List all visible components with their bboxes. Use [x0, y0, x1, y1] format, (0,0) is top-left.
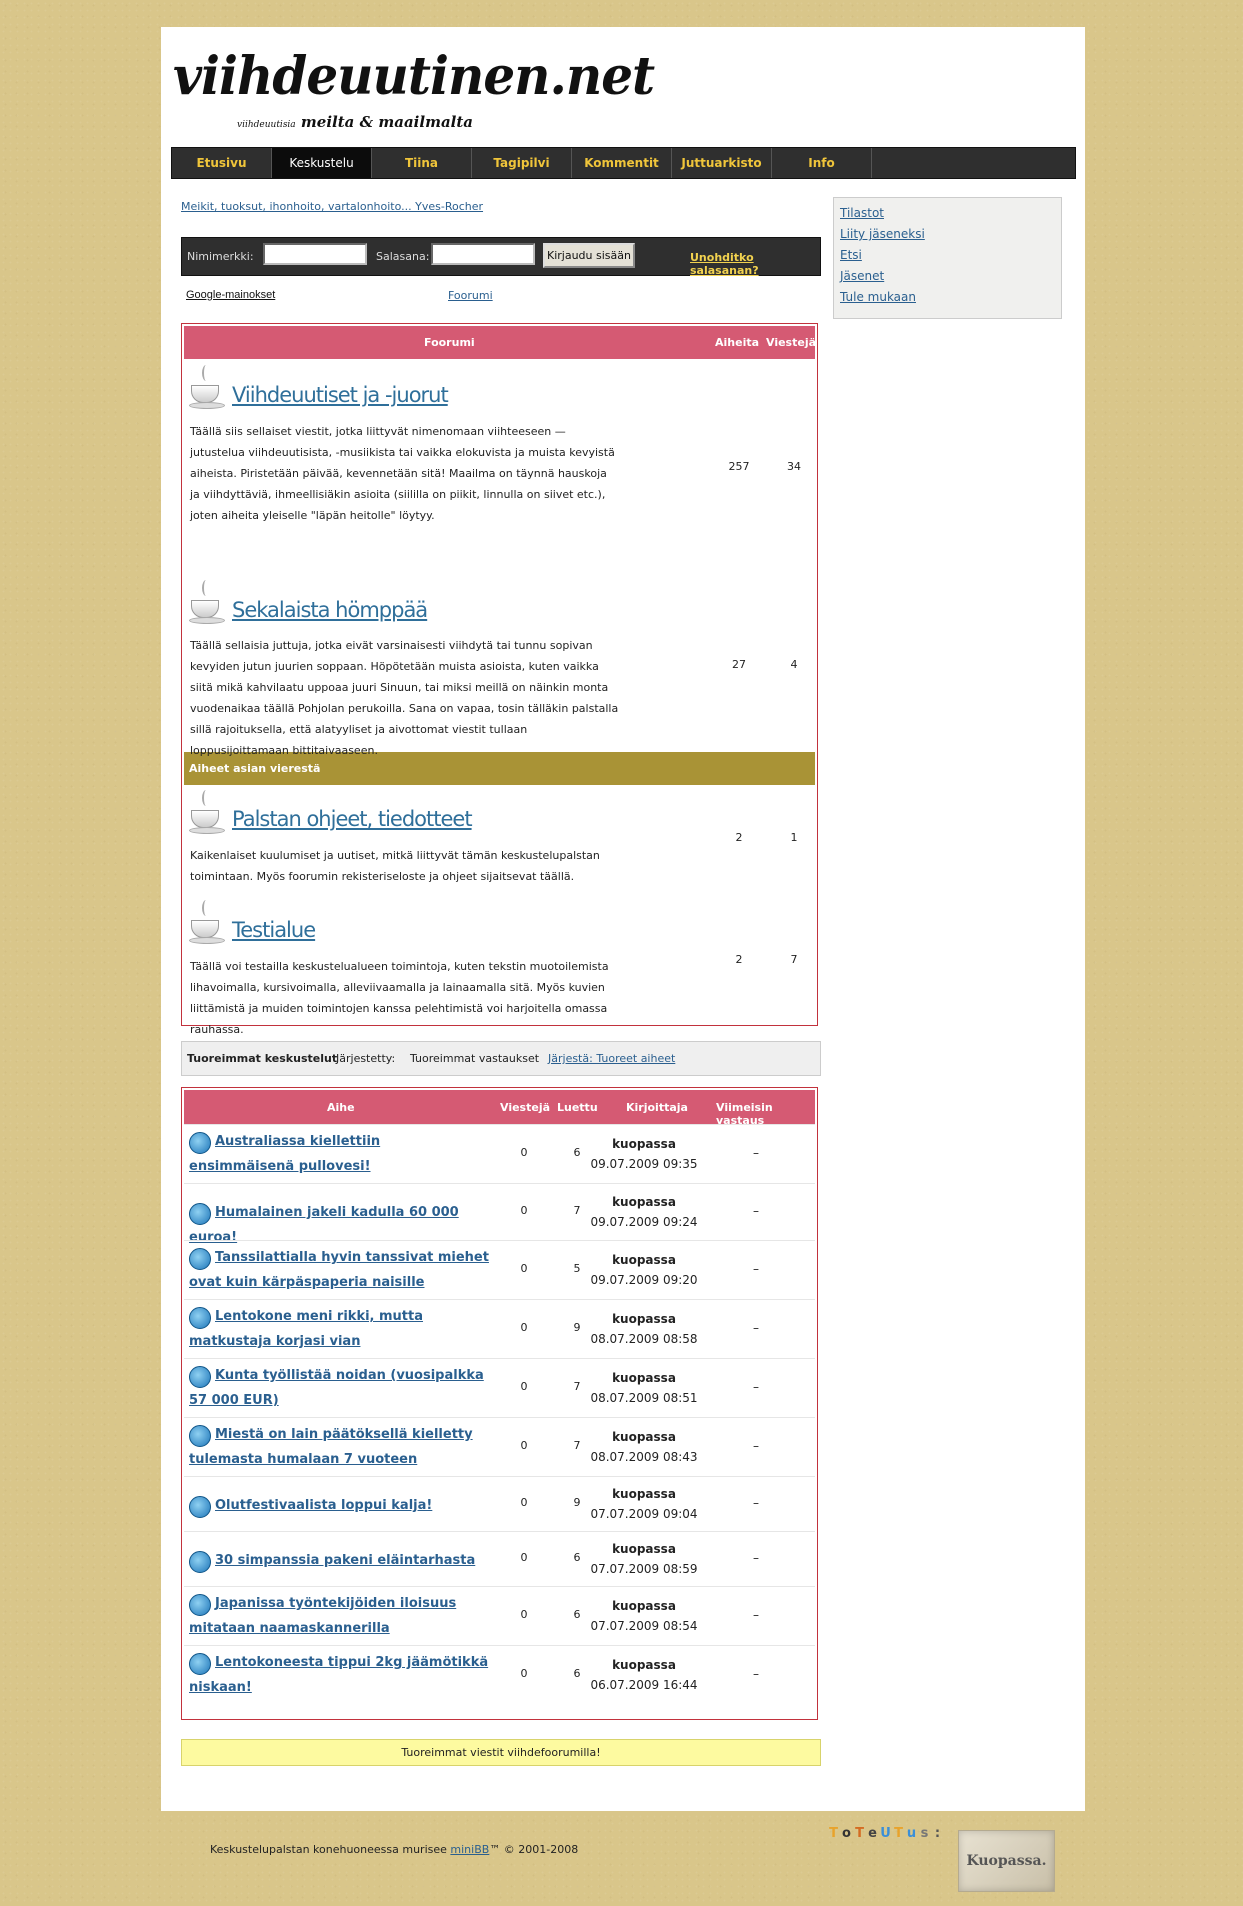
topic-read-count: 6: [573, 1551, 581, 1564]
badge-letter: U: [880, 1826, 892, 1841]
foorumi-breadcrumb-link[interactable]: Foorumi: [448, 289, 493, 302]
topic-author: [589, 1368, 699, 1408]
topic-list-header: [184, 1090, 815, 1127]
topic-read-count: 9: [573, 1321, 581, 1334]
logo-title: viihdeuutinen.net: [173, 44, 655, 107]
topic-author-name[interactable]: kuopassa: [612, 1487, 676, 1501]
topic-last-reply: –: [753, 1321, 759, 1335]
forum-row: [184, 785, 815, 896]
forum-row: [184, 578, 815, 757]
topic-author: [589, 1484, 699, 1524]
topic-date: 09.07.2009 09:35: [590, 1157, 698, 1171]
header-topics: Aiheita: [715, 336, 760, 349]
latest-posts-banner[interactable]: Tuoreimmat viestit viihdefoorumilla!: [181, 1739, 821, 1766]
topic-date: 07.07.2009 08:59: [590, 1562, 698, 1576]
nav-info[interactable]: Info: [772, 148, 872, 178]
topic-author-name[interactable]: kuopassa: [612, 1430, 676, 1444]
header-posts: Viestejä: [500, 1101, 551, 1114]
nickname-input[interactable]: [263, 243, 367, 265]
site-logo[interactable]: [173, 35, 655, 147]
topic-author-name[interactable]: kuopassa: [612, 1195, 676, 1209]
forum-list-header: [184, 326, 815, 359]
forum-post-count: 34: [787, 460, 801, 473]
topic-author-name[interactable]: kuopassa: [612, 1658, 676, 1672]
topic-list: [181, 1087, 818, 1720]
topic-row: [184, 1240, 815, 1299]
coffee-cup-icon: [189, 580, 225, 624]
login-bar: [181, 237, 821, 276]
topic-last-reply: –: [753, 1608, 759, 1622]
topic-post-count: 0: [520, 1608, 528, 1621]
sidebar-item-tule-mukaan[interactable]: Tule mukaan: [840, 290, 916, 304]
minibb-link[interactable]: miniBB: [450, 1843, 490, 1856]
topic-last-reply: –: [753, 1667, 759, 1681]
forum-title-link[interactable]: Testialue: [232, 918, 316, 942]
forum-description: Täällä voi testailla keskustelualueen toimintoja, kuten tekstin muotoilemista lihavoimalla, kursivoimalla, alleviivaamalla ja lainaamalla sitä. Myös kuvien liittämistä ja muiden toimintojen kanssa pelehtimistä voi harjoitella omassa rauhassa.: [190, 960, 609, 1036]
topic-read-count: 5: [573, 1262, 581, 1275]
topic-last-reply: –: [753, 1204, 759, 1218]
forum-post-count: 4: [790, 658, 798, 671]
header-posts: Viestejä: [766, 336, 817, 349]
topic-author-name[interactable]: kuopassa: [612, 1137, 676, 1151]
password-label: Salasana:: [376, 250, 430, 263]
forum-row: [184, 359, 815, 578]
main-nav: [171, 147, 1076, 179]
coffee-cup-icon: [189, 790, 225, 834]
topic-author-name[interactable]: kuopassa: [612, 1253, 676, 1267]
footer-copyright: ™ © 2001-2008: [489, 1843, 579, 1856]
forum-list: [181, 323, 818, 1036]
sidebar-item-jasenet[interactable]: Jäsenet: [840, 269, 885, 283]
topic-last-reply: –: [753, 1262, 759, 1276]
sidebar-item-etsi[interactable]: Etsi: [840, 248, 862, 262]
kuopassa-stamp-logo[interactable]: Kuopassa.: [958, 1830, 1055, 1892]
topic-author: [589, 1427, 699, 1467]
topic-post-count: 0: [520, 1667, 528, 1680]
badge-letter: T: [894, 1826, 904, 1841]
topic-row: [184, 1124, 815, 1183]
badge-letter: s: [920, 1826, 930, 1841]
header-author: Kirjoittaja: [626, 1101, 688, 1114]
topic-title-link[interactable]: 30 simpanssia pakeni eläintarhasta: [215, 1553, 476, 1568]
topic-date: 08.07.2009 08:43: [590, 1450, 698, 1464]
topic-author-name[interactable]: kuopassa: [612, 1371, 676, 1385]
sort-bar-title: Tuoreimmat keskustelut: [187, 1052, 338, 1065]
login-button[interactable]: Kirjaudu sisään: [543, 243, 635, 268]
topic-title-link[interactable]: Lentokone meni rikki, mutta matkustaja korjasi vian: [189, 1309, 424, 1349]
topic-title-link[interactable]: Kunta työllistää noidan (vuosipalkka 57 000 EUR): [189, 1368, 484, 1408]
topic-author-name[interactable]: kuopassa: [612, 1599, 676, 1613]
topic-read-count: 7: [573, 1439, 581, 1452]
topic-author: [589, 1134, 699, 1174]
topic-post-count: 0: [520, 1551, 528, 1564]
nav-tagipilvi[interactable]: Tagipilvi: [472, 148, 572, 178]
topic-read-count: 7: [573, 1204, 581, 1217]
topic-title-link[interactable]: Japanissa työntekijöiden iloisuus mitataan naamaskannerilla: [189, 1596, 457, 1636]
forum-topic-count: 2: [735, 953, 743, 966]
topic-title-link[interactable]: Lentokoneesta tippui 2kg jäämötikkä niskaan!: [189, 1655, 489, 1695]
nav-etusivu[interactable]: Etusivu: [172, 148, 272, 178]
topic-last-reply: –: [753, 1496, 759, 1510]
footer: [210, 1843, 578, 1856]
badge-letter: T: [829, 1826, 839, 1841]
topic-post-count: 0: [520, 1496, 528, 1509]
topic-author: [589, 1250, 699, 1290]
sidebar-item-tilastot[interactable]: Tilastot: [840, 206, 884, 220]
sort-by-new-topics-link[interactable]: Järjestä: Tuoreet aiheet: [548, 1052, 676, 1065]
forgot-password-link[interactable]: Unohditko salasanan?: [690, 251, 759, 277]
topic-author: [589, 1192, 699, 1232]
forum-section-header: Aiheet asian vierestä: [184, 752, 815, 785]
toteutus-badge: [828, 1826, 945, 1841]
footer-text: Keskustelupalstan konehuoneessa murisee: [210, 1843, 447, 1856]
topic-title-link[interactable]: Miestä on lain päätöksellä kielletty tulemasta humalaan 7 vuoteen: [189, 1427, 473, 1467]
topic-title-link[interactable]: Australiassa kiellettiin ensimmäisenä pullovesi!: [189, 1134, 381, 1174]
topic-row: [184, 1183, 815, 1245]
topic-last-reply: –: [753, 1551, 759, 1565]
logo-tagline-small: viihdeuutisia: [237, 120, 296, 130]
google-ads-label[interactable]: Google-mainokset: [186, 289, 276, 301]
sort-bar-sorted-label: Järjestetty:: [336, 1052, 396, 1065]
forum-topic-count: 257: [728, 460, 750, 473]
sort-bar-current: Tuoreimmat vastaukset: [410, 1052, 540, 1065]
topic-author-name[interactable]: kuopassa: [612, 1312, 676, 1326]
topic-title-link[interactable]: Olutfestivaalista loppui kalja!: [215, 1498, 433, 1513]
topic-last-reply: –: [753, 1146, 759, 1160]
topic-read-count: 9: [573, 1496, 581, 1509]
forum-description: Kaikenlaiset kuulumiset ja uutiset, mitkä liittyvät tämän keskustelupalstan toimintaan. Myös foorumin rekisteriseloste ja ohjeet sijaitsevat täällä.: [190, 849, 600, 883]
badge-letter: T: [855, 1826, 865, 1841]
nav-kommentit[interactable]: Kommentit: [572, 148, 672, 178]
topic-row: [184, 1417, 815, 1476]
sidebar: [833, 197, 1062, 319]
topic-title-link[interactable]: Tanssilattialla hyvin tanssivat miehet ovat kuin kärpäspaperia naisille: [189, 1250, 489, 1290]
topic-row: [184, 1645, 815, 1704]
logo-tagline-main: meilta & maailmalta: [300, 113, 474, 131]
topic-author: [589, 1539, 699, 1579]
sort-bar: [181, 1041, 821, 1076]
header-read: Luettu: [557, 1101, 598, 1114]
topic-author: [589, 1309, 699, 1349]
topic-post-count: 0: [520, 1204, 528, 1217]
topic-read-count: 7: [573, 1380, 581, 1393]
forum-post-count: 1: [790, 831, 798, 844]
topic-date: 09.07.2009 09:24: [590, 1215, 698, 1229]
forum-topic-count: 2: [735, 831, 743, 844]
forum-row: [184, 896, 815, 1036]
topic-date: 09.07.2009 09:20: [590, 1273, 698, 1287]
topic-date: 07.07.2009 08:54: [590, 1619, 698, 1633]
nav-juttuarkisto[interactable]: Juttuarkisto: [672, 148, 772, 178]
topic-author-name[interactable]: kuopassa: [612, 1542, 676, 1556]
topic-date: 08.07.2009 08:58: [590, 1332, 698, 1346]
badge-letter: u: [906, 1826, 918, 1841]
header-topic: Aihe: [327, 1101, 355, 1114]
topic-row: [184, 1476, 815, 1531]
nickname-label: Nimimerkki:: [187, 250, 254, 263]
topic-rows: [184, 1124, 815, 1704]
topic-title-link[interactable]: Humalainen jakeli kadulla 60 000 euroa!: [189, 1205, 459, 1245]
logo-tagline: [237, 113, 473, 131]
topic-author: [589, 1655, 699, 1695]
sponsored-ad-link[interactable]: Meikit, tuoksut, ihonhoito, vartalonhoito... Yves-Rocher: [181, 200, 484, 213]
topic-row: [184, 1531, 815, 1586]
topic-post-count: 0: [520, 1380, 528, 1393]
topic-row: [184, 1358, 815, 1417]
badge-letter: :: [934, 1826, 942, 1841]
header-last-reply: Viimeisin vastaus: [716, 1101, 773, 1127]
topic-date: 06.07.2009 16:44: [590, 1678, 698, 1692]
badge-letter: e: [868, 1826, 878, 1841]
topic-read-count: 6: [573, 1608, 581, 1621]
forum-topic-count: 27: [732, 658, 746, 671]
topic-post-count: 0: [520, 1321, 528, 1334]
forum-title-link[interactable]: Palstan ohjeet, tiedotteet: [232, 807, 472, 831]
header-forum: Foorumi: [424, 336, 475, 349]
topic-last-reply: –: [753, 1380, 759, 1394]
topic-date: 08.07.2009 08:51: [590, 1391, 698, 1405]
badge-letter: o: [842, 1826, 852, 1841]
nav-keskustelu[interactable]: Keskustelu: [272, 148, 372, 178]
topic-read-count: 6: [573, 1146, 581, 1159]
forum-title-link[interactable]: Sekalaista hömppää: [232, 598, 428, 622]
page-container: [161, 27, 1085, 1811]
forum-title-link[interactable]: Viihdeuutiset ja -juorut: [232, 383, 448, 407]
sidebar-item-liity[interactable]: Liity jäseneksi: [840, 227, 925, 241]
topic-post-count: 0: [520, 1262, 528, 1275]
topic-last-reply: –: [753, 1439, 759, 1453]
topic-post-count: 0: [520, 1146, 528, 1159]
coffee-cup-icon: [189, 365, 225, 409]
password-input[interactable]: [431, 243, 535, 265]
forum-description: Täällä sellaisia juttuja, jotka eivät varsinaisesti viihdytä tai tunnu sopivan kevyiden jutun juurien soppaan. Höpötetään muista asioista, kuten vaikka siitä mikä kahvilaatu uppoaa juuri Sinuun, tai miksi meillä on näinkin monta vuodenaikaa täällä Pohjolan perukoilla. Sana on vapaa, tosin tälläkin palstalla sillä rajoituksella, että alatyyliset ja aivottomat viestit tullaan loppusijoittamaan bittitaivaaseen.: [190, 639, 619, 757]
topic-date: 07.07.2009 09:04: [590, 1507, 698, 1521]
topic-post-count: 0: [520, 1439, 528, 1452]
topic-row: [184, 1299, 815, 1358]
topic-row: [184, 1586, 815, 1645]
forum-description: Täällä siis sellaiset viestit, jotka liittyvät nimenomaan viihteeseen — jutustelua viihdeuutisista, -musiikista tai vaikka elokuvista ja muista kevyistä aiheista. Piristetään päivää, kevennetään sitä! Maailma on täynnä hauskoja ja viihdyttäviä, ihmeellisiäkin asioita (siililla on piikit, linnulla on siivet etc.), joten aiheita yleiselle "läpän heitolle" löytyy.: [190, 425, 615, 522]
topic-author: [589, 1596, 699, 1636]
forum-post-count: 7: [790, 953, 798, 966]
nav-tiina[interactable]: Tiina: [372, 148, 472, 178]
topic-read-count: 6: [573, 1667, 581, 1680]
coffee-cup-icon: [189, 900, 225, 944]
